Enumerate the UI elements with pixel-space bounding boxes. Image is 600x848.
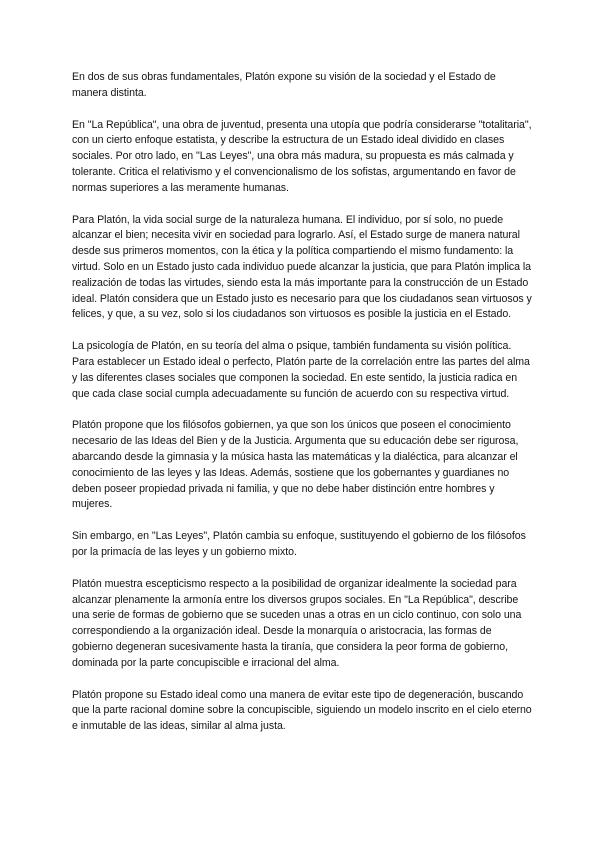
paragraph-intro: En dos de sus obras fundamentales, Platón expone su visión de la sociedad y el Estado de manera distinta. [72,71,496,99]
paragraph-filosofos: Platón propone que los filósofos gobiernen, ya que son los únicos que poseen el conocimiento necesario de las Ideas del Bien y de la Justicia. Argumenta que su educación debe ser rigurosa, abarcando desde la gimnasia y la música hasta las matemáticas y la dialéctica, para alcanzar el conocimiento de las leyes y las Ideas. Además, sostiene que los gobernantes y guardianes no deben poseer propiedad privada ni familia, y que no debe haber distinción entre hombres y mujeres. [72,419,519,511]
paragraph-estado-ideal: Platón propone su Estado ideal como una manera de evitar este tipo de degeneración, buscando que la parte racional domine sobre la concupiscible, siguiendo un modelo inscrito en el cielo eterno e inmutable de las ideas, similar al alma justa. [72,688,532,733]
paragraph-escepticismo: Platón muestra escepticismo respecto a la posibilidad de organizar idealmente la sociedad para alcanzar plenamente la armonía entre los diversos grupos sociales. En "La República", describe una serie de formas de gobierno que se suceden unas a otras en un ciclo continuo, con solo una correspondiendo a la organización ideal. Desde la monarquía o aristocracia, las formas de gobierno degeneran sucesivamente hasta la tiranía, que considera la peor forma de gobierno, dominada por la parte concupiscible e irracional del alma. [72,577,522,669]
document-body [72,70,532,751]
paragraph-vida-social: Para Platón, la vida social surge de la naturaleza humana. El individuo, por sí solo, no puede alcanzar el bien; necesita vivir en sociedad para lograrlo. Así, el Estado surge de manera natural desde sus primeros momentos, con la ética y la política compartiendo el mismo fundamento: la virtud. Solo en un Estado justo cada individuo puede alcanzar la justicia, que para Platón implica la realización de todas las virtudes, siendo esta la más importante para la construcción de un Estado ideal. Platón considera que un Estado justo es necesario para que los ciudadanos sean virtuosos y felices, y que, a su vez, solo si los ciudadanos son virtuosos es posible la justicia en el Estado. [72,213,532,321]
paragraph-psicologia: La psicología de Platón, en su teoría del alma o psique, también fundamenta su visión política. Para establecer un Estado ideal o perfecto, Platón parte de la correlación entre las partes del alma y las diferentes clases sociales que componen la sociedad. En este sentido, la justicia radica en que cada clase social cumpla adecuadamente su función de acuerdo con su respectiva virtud. [72,340,530,400]
paragraph-sin-embargo: Sin embargo, en "Las Leyes", Platón cambia su enfoque, sustituyendo el gobierno de los filósofos por la primacía de las leyes y un gobierno mixto. [72,530,526,558]
paragraph-republica-leyes: En "La República", una obra de juventud, presenta una utopía que podría considerarse "totalitaria", con un cierto enfoque estatista, y describe la estructura de un Estado ideal dividido en clases sociales. Por otro lado, en "Las Leyes", una obra más madura, su propuesta es más calmada y tolerante. Critica el relativismo y el convencionalismo de los sofistas, argumentando en favor de normas superiores a las meramente humanas. [72,118,532,194]
